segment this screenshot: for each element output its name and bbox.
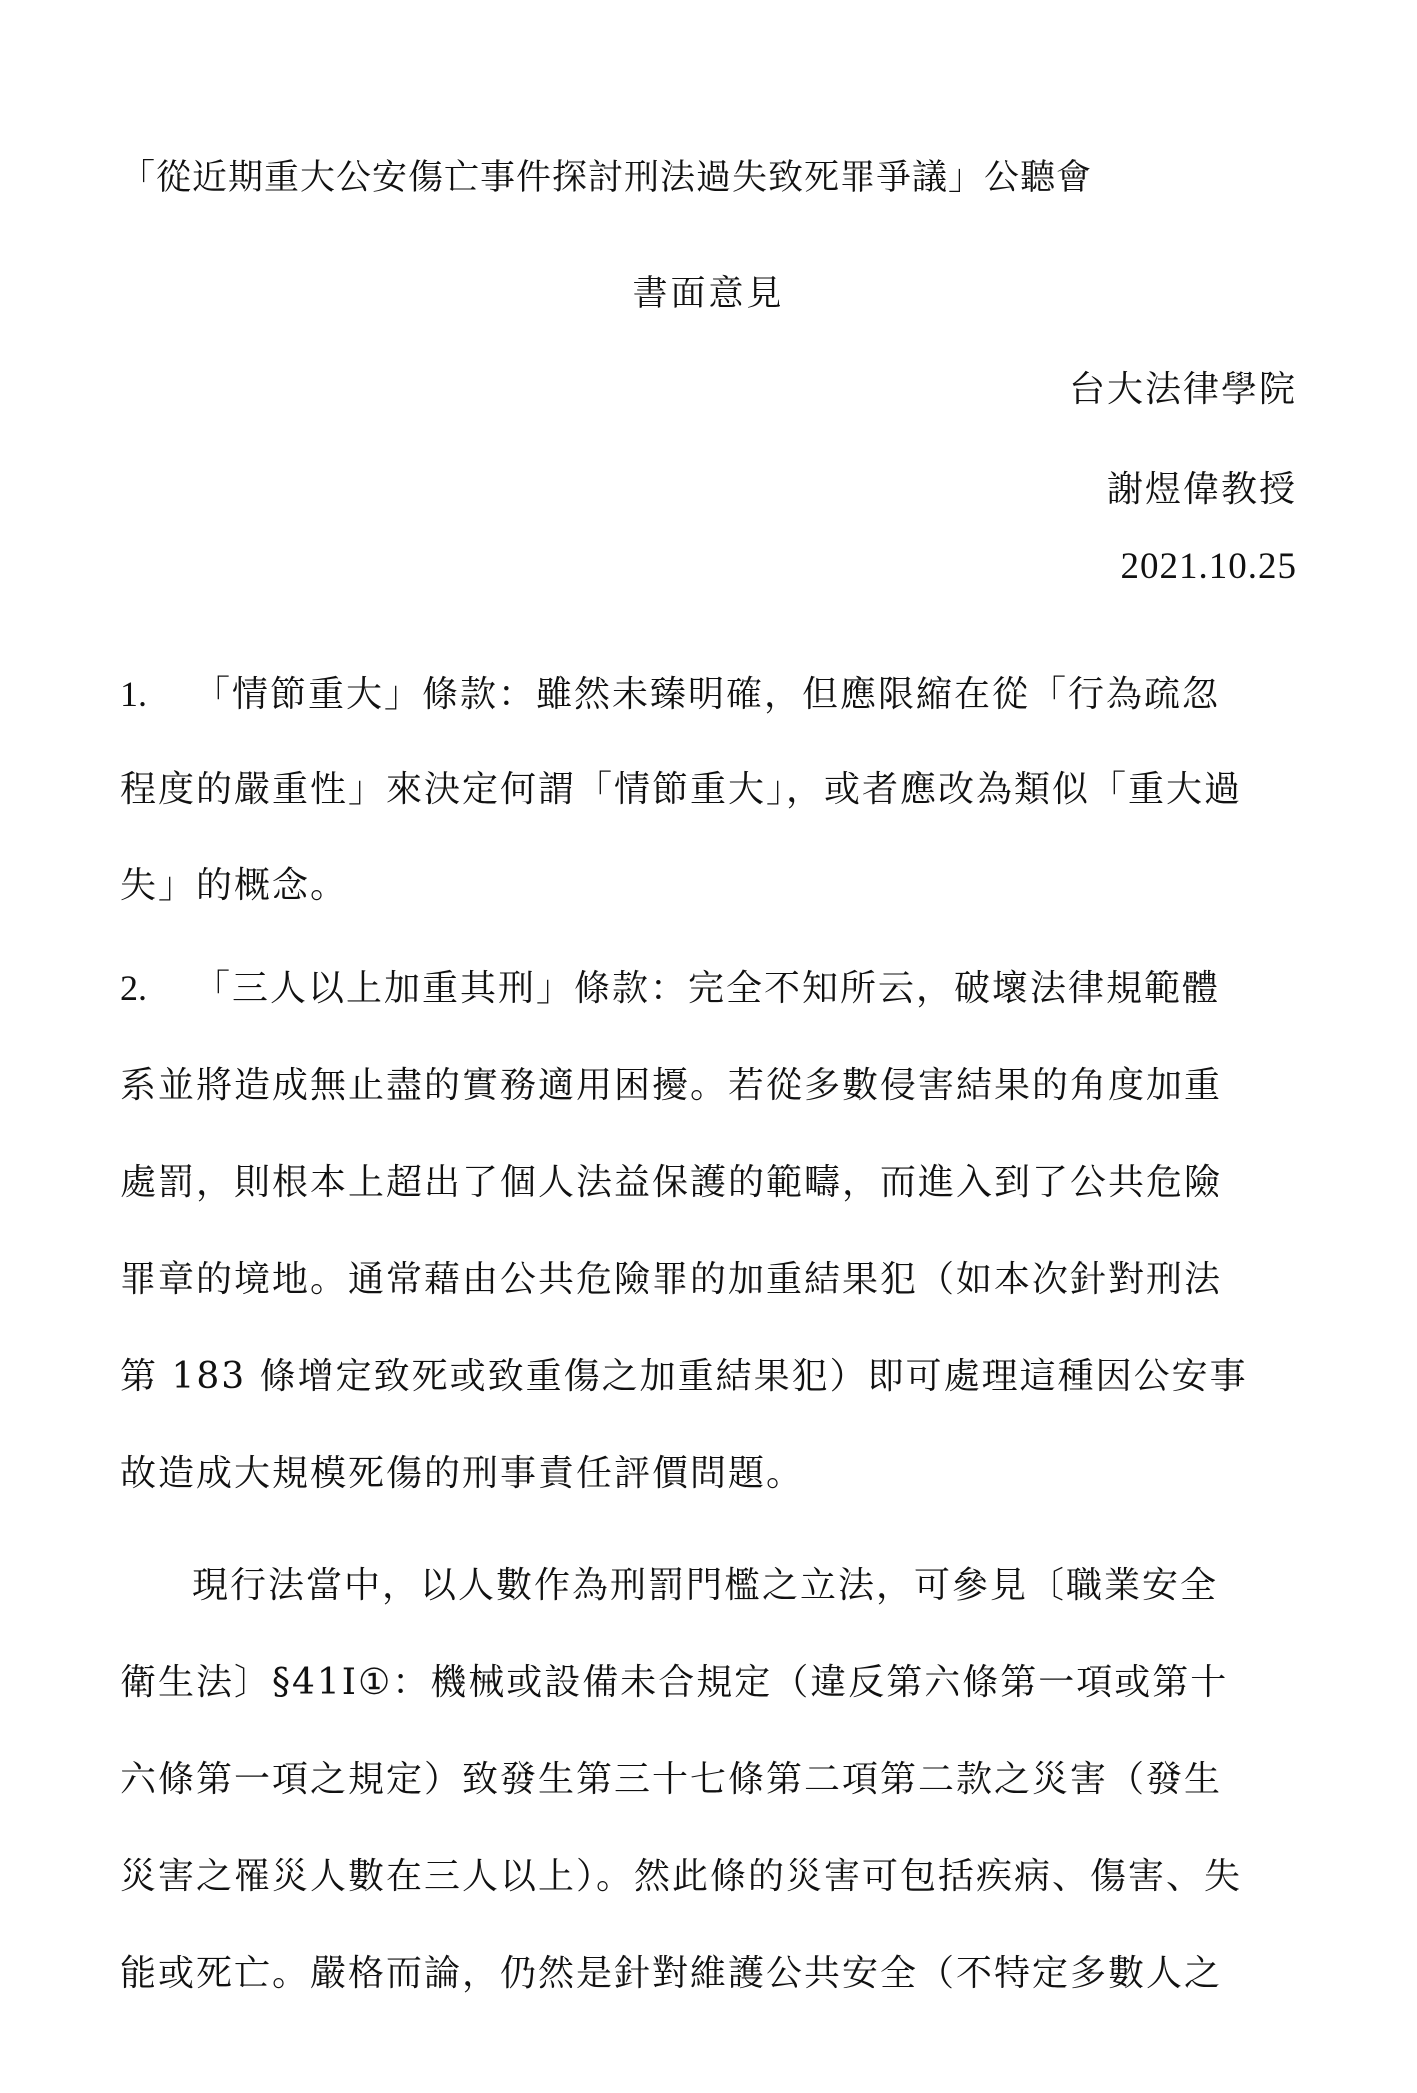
paragraph-line-4: 災害之罹災人數在三人以上）。然此條的災害可包括疾病、傷害、失 xyxy=(120,1856,1243,1897)
point-1-line-1 xyxy=(120,672,1220,717)
point-1-number: 1. xyxy=(120,674,147,714)
author-institution: 台大法律學院 xyxy=(1068,369,1297,410)
point-1-line-2: 程度的嚴重性」來決定何謂「情節重大」，或者應改為類似「重大過 xyxy=(120,769,1243,810)
paragraph-line-2: 衛生法〕§41I①：機械或設備未合規定（違反第六條第一項或第十 xyxy=(120,1662,1229,1703)
point-1-text: 「情節重大」條款：雖然未臻明確，但應限縮在從「行為疏忽 xyxy=(194,674,1221,715)
author-name: 謝煜偉教授 xyxy=(1106,469,1297,510)
point-2-line-5: 第 183 條增定致死或致重傷之加重結果犯）即可處理這種因公安事 xyxy=(120,1356,1248,1397)
document-title: 「從近期重大公安傷亡事件探討刑法過失致死罪爭議」公聽會 xyxy=(120,158,1093,198)
paragraph-line-1: 現行法當中，以人數作為刑罰門檻之立法，可參見〔職業安全 xyxy=(192,1565,1219,1606)
point-2-line-6: 故造成大規模死傷的刑事責任評價問題。 xyxy=(120,1453,805,1494)
point-2-number: 2. xyxy=(120,968,147,1008)
point-2-line-2: 系並將造成無止盡的實務適用困擾。若從多數侵害結果的角度加重 xyxy=(120,1065,1223,1106)
document-date: 2021.10.25 xyxy=(1120,546,1297,587)
point-1-line-3: 失」的概念。 xyxy=(120,865,349,906)
paragraph-line-3: 六條第一項之規定）致發生第三十七條第二項第二款之災害（發生 xyxy=(120,1759,1223,1800)
paragraph-line-5: 能或死亡。嚴格而論，仍然是針對維護公共安全（不特定多數人之 xyxy=(120,1953,1223,1994)
point-2-text: 「三人以上加重其刑」條款：完全不知所云，破壞法律規範體 xyxy=(194,968,1221,1009)
point-2-line-1 xyxy=(120,966,1220,1011)
document-subtitle: 書面意見 xyxy=(632,274,785,314)
point-2-line-4: 罪章的境地。通常藉由公共危險罪的加重結果犯（如本次針對刑法 xyxy=(120,1259,1223,1300)
point-2-line-3: 處罰，則根本上超出了個人法益保護的範疇，而進入到了公共危險 xyxy=(120,1162,1223,1203)
